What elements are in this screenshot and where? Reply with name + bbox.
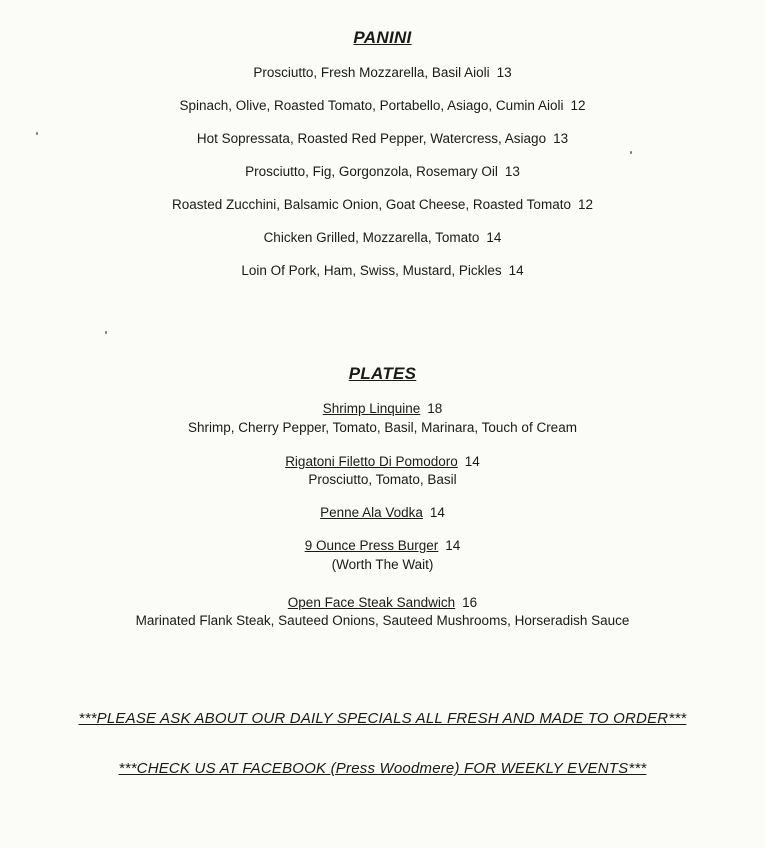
plate-item-title bbox=[0, 505, 765, 520]
panini-item-name: Prosciutto, Fresh Mozzarella, Basil Aioli bbox=[253, 65, 490, 80]
panini-item bbox=[0, 263, 765, 278]
panini-item-name: Hot Sopressata, Roasted Red Pepper, Watercress, Asiago bbox=[196, 131, 547, 146]
plate-description: Shrimp, Cherry Pepper, Tomato, Basil, Marinara, Touch of Cream bbox=[188, 420, 577, 435]
panini-item-price: 14 bbox=[508, 263, 524, 278]
plate-name: Penne Ala Vodka bbox=[320, 505, 423, 520]
daily-specials-note: ***PLEASE ASK ABOUT OUR DAILY SPECIALS ALL FRESH AND MADE TO ORDER*** bbox=[78, 710, 687, 727]
panini-item-name: Chicken Grilled, Mozzarella, Tomato bbox=[263, 230, 480, 245]
panini-item bbox=[0, 98, 765, 113]
plates-heading: PLATES bbox=[348, 364, 417, 383]
plate-price: 14 bbox=[429, 505, 445, 520]
panini-item-price: 13 bbox=[504, 164, 520, 179]
panini-item bbox=[0, 65, 765, 80]
panini-item bbox=[0, 230, 765, 245]
panini-item-name: Loin Of Pork, Ham, Swiss, Mustard, Pickles bbox=[241, 263, 502, 278]
plate-name: Rigatoni Filetto Di Pomodoro bbox=[285, 454, 458, 469]
plate-price: 14 bbox=[445, 538, 461, 553]
facebook-events-note: ***CHECK US AT FACEBOOK (Press Woodmere) FOR WEEKLY EVENTS*** bbox=[118, 760, 647, 777]
plate-item-title bbox=[0, 595, 765, 610]
plate-price: 18 bbox=[427, 401, 443, 416]
panini-item-price: 13 bbox=[496, 65, 512, 80]
scan-speck bbox=[105, 331, 107, 334]
panini-item bbox=[0, 131, 765, 146]
plate-price: 14 bbox=[464, 454, 480, 469]
plate-description: (Worth The Wait) bbox=[331, 557, 434, 572]
panini-item bbox=[0, 197, 765, 212]
plate-item-title bbox=[0, 401, 765, 416]
panini-item-price: 12 bbox=[570, 98, 586, 113]
plate-description: Prosciutto, Tomato, Basil bbox=[308, 472, 457, 487]
panini-item-price: 12 bbox=[577, 197, 593, 212]
panini-heading: PANINI bbox=[353, 28, 412, 47]
plate-price: 16 bbox=[462, 595, 478, 610]
panini-item-price: 14 bbox=[486, 230, 502, 245]
plate-description: Marinated Flank Steak, Sauteed Onions, Sauteed Mushrooms, Horseradish Sauce bbox=[135, 613, 630, 628]
scan-speck bbox=[36, 132, 38, 135]
plate-name: 9 Ounce Press Burger bbox=[304, 538, 439, 553]
plate-item-title bbox=[0, 538, 765, 553]
plate-name: Open Face Steak Sandwich bbox=[287, 595, 456, 610]
scan-speck bbox=[630, 151, 632, 154]
panini-item-name: Spinach, Olive, Roasted Tomato, Portabello, Asiago, Cumin Aioli bbox=[179, 98, 564, 113]
plate-item-title bbox=[0, 454, 765, 469]
panini-item-name: Prosciutto, Fig, Gorgonzola, Rosemary Oil bbox=[245, 164, 498, 179]
panini-item-price: 13 bbox=[553, 131, 569, 146]
panini-item-name: Roasted Zucchini, Balsamic Onion, Goat Cheese, Roasted Tomato bbox=[172, 197, 571, 212]
plate-name: Shrimp Linquine bbox=[322, 401, 421, 416]
panini-item bbox=[0, 164, 765, 179]
